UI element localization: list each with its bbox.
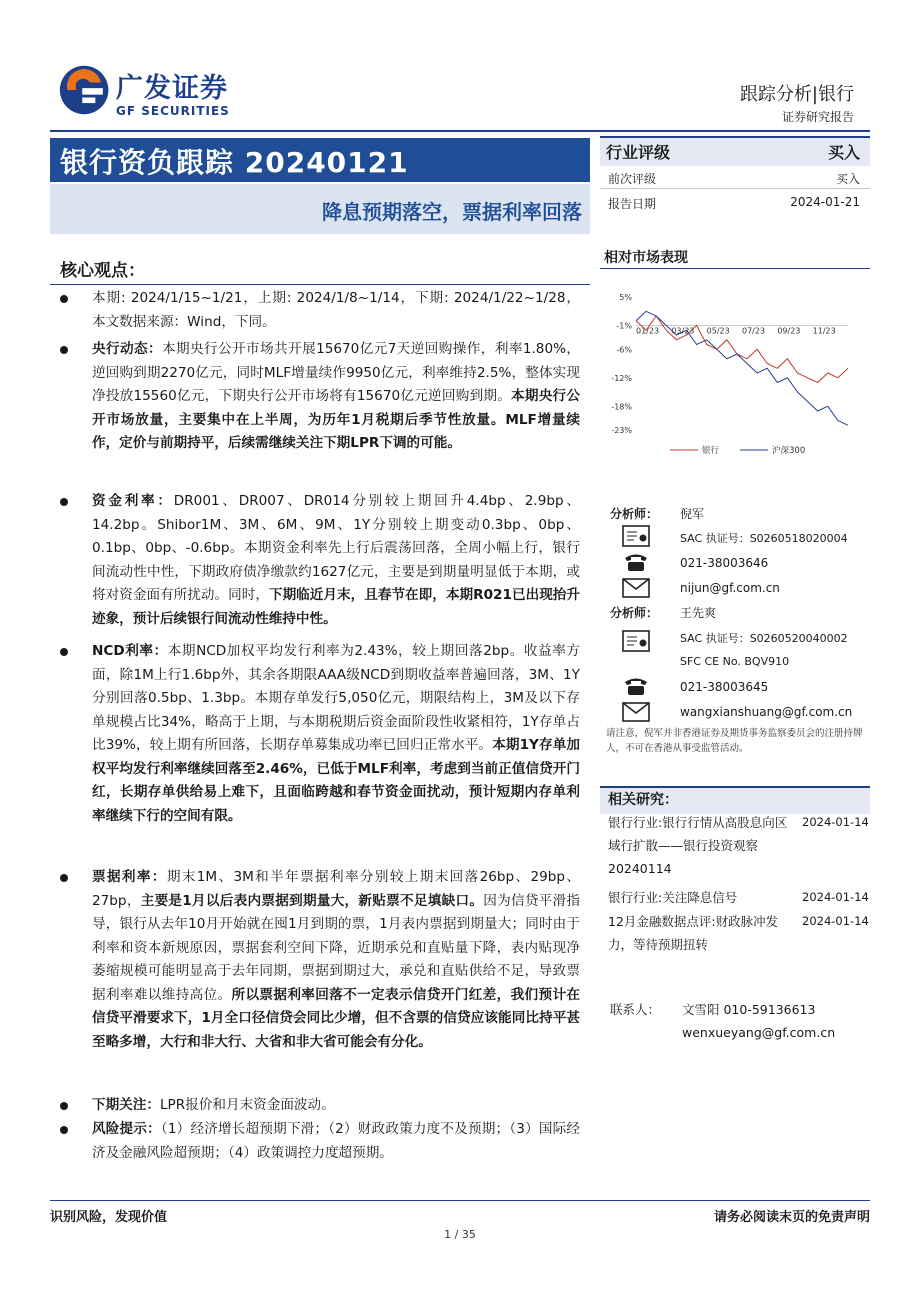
bullet-icon: [60, 874, 68, 882]
bullet-icon: [60, 498, 68, 506]
para-next-focus: 下期关注：LPR报价和月末资金面波动。: [92, 1097, 335, 1113]
y-tick-label: -1%: [616, 321, 632, 331]
analyst1-email: nijun@gf.com.cn: [680, 581, 780, 595]
page-number: 1 / 35: [444, 1228, 476, 1241]
email-icon: [622, 702, 650, 722]
relative-performance-chart: [600, 285, 865, 460]
report-date-value: 2024-01-21: [790, 195, 860, 209]
x-tick-label: 09/23: [777, 326, 801, 336]
core-views-title: 核心观点：: [60, 261, 145, 281]
contact-label: 联系人：: [610, 1002, 661, 1017]
report-type: 证券研究报告: [781, 110, 854, 124]
x-tick-label: 07/23: [742, 326, 766, 336]
footer-divider: [50, 1200, 870, 1201]
rating-label: 行业评级: [606, 143, 671, 162]
related-title: 相关研究：: [608, 792, 678, 808]
related-report-1-date: 2024-01-14: [802, 815, 869, 829]
analyst1-sac: SAC 执证号：S0260518020004: [680, 532, 848, 545]
footer-slogan: 识别风险，发现价值: [50, 1210, 168, 1225]
rating-divider: [600, 188, 870, 189]
legend-label-0: 银行: [702, 446, 720, 456]
email-icon: [622, 578, 650, 598]
legend-label-1: 沪深300: [772, 446, 806, 456]
report-date-label: 报告日期: [608, 197, 657, 211]
rating-value: 买入: [827, 143, 860, 162]
para-bill-rate: 票据利率：期末1M、3M和半年票据利率分别较上期末回落26bp、29bp、27bp，主要是1月以后表内票据到期量大，新贴票不足填缺口。因为信贷平滑指导，银行从去年10月开始就在囤1月到期的票，1月表内票据到期量大；同时由于利率和资本新规原因，票据套利空间下降，近期承兑和直贴量下降，表内贴现净萎缩规模可能明显高于去年同期，票据到期过大，承兑和直贴供给不足，导致票据利率难以维持高位。所以票据利率回落不一定表示信贷开门红差，我们预计在信贷平滑要求下，1月全口径信贷会同比少增，但不含票的信贷应该能同比持平甚至略多增，大行和非大行、大省和非大省可能会有分化。: [92, 869, 581, 1050]
para-funding-rate: 资金利率：DR001、DR007、DR014分别较上期回升4.4bp、2.9bp、14.2bp。Shibor1M、3M、6M、9M、1Y分别较上期变动0.3bp、0bp、0.1bp、0bp、-0.6bp。本期资金利率先上行后震荡回落，全周小幅上行，银行间流动性中性，下期政府债净缴款约1627亿元，主要是到期量明显低于本期，或将对资金面有所扰动。同时，下期临近月末，且春节在即，本期R021已出现抬升迹象，预计后续银行间流动性维持中性。: [92, 493, 581, 627]
market-divider: [600, 268, 870, 269]
analyst2-email: wangxianshuang@gf.com.cn: [680, 705, 853, 719]
related-report-1[interactable]: 银行行业:银行行情从高股息向区域行扩散——银行投资观察20240114: [608, 815, 788, 876]
market-performance-title: 相对市场表现: [604, 250, 688, 266]
core-divider: [50, 284, 590, 285]
analyst2-sac: SAC 执证号：S0260520040002: [680, 632, 848, 645]
para-central-bank: 央行动态：本期央行公开市场共开展15670亿元7天逆回购操作，利率1.80%，逆回购到期2270亿元，同时MLF增量续作9950亿元，利率维持2.5%，整体实现净投放15560亿元，下期央行公开市场将有15670亿元逆回购到期。本期央行公开市场放量，主要集中在上半周，为历年1月税期后季节性放量。MLF增量续作，定价与前期持平，后续需继续关注下期LPR下调的可能。: [92, 341, 581, 451]
para-period: 本期: 2024/1/15~1/21，上期: 2024/1/8~1/14，下期: 2024/1/22~1/28，本文数据来源：Wind，下同。: [92, 290, 580, 330]
analyst1-label: 分析师：: [610, 507, 659, 521]
y-tick-label: 5%: [619, 293, 632, 302]
report-title: 银行资负跟踪 20240121: [60, 146, 409, 179]
logo-text-cn: 广发证券: [116, 73, 228, 104]
analyst1-phone: 021-38003646: [680, 556, 769, 570]
x-tick-label: 03/23: [671, 326, 695, 336]
prev-rating-value: 买入: [835, 172, 860, 186]
analyst1-name: 倪军: [680, 507, 705, 521]
x-tick-label: 01/23: [636, 326, 660, 336]
related-report-3[interactable]: 12月金融数据点评:财政脉冲发力，等待预期扭转: [608, 914, 779, 952]
y-tick-label: -18%: [611, 402, 632, 412]
analyst2-sfc: SFC CE No. BQV910: [680, 655, 790, 668]
prev-rating-label: 前次评级: [608, 172, 657, 186]
logo-text-en: GF SECURITIES: [116, 104, 230, 118]
x-tick-label: 11/23: [812, 326, 836, 336]
x-tick-label: 05/23: [706, 326, 730, 336]
bullet-icon: [60, 346, 68, 354]
footer-disclaimer: 请务必阅读末页的免责声明: [713, 1210, 870, 1225]
contact-email: wenxueyang@gf.com.cn: [682, 1025, 836, 1040]
y-tick-label: -12%: [611, 373, 632, 383]
y-tick-label: -6%: [616, 345, 632, 355]
analyst2-label: 分析师：: [610, 606, 659, 620]
certificate-icon: [622, 630, 650, 652]
bullet-icon: [60, 1126, 68, 1134]
report-subtitle: 降息预期落空，票据利率回落: [322, 200, 582, 224]
bullet-icon: [60, 1102, 68, 1110]
bullet-icon: [60, 648, 68, 656]
report-category: 跟踪分析|银行: [739, 84, 854, 105]
para-risk: 风险提示：（1）经济增长超预期下滑；（2）财政政策力度不及预期；（3）国际经济及金融风险超预期；（4）政策调控力度超预期。: [92, 1121, 581, 1161]
bullet-icon: [60, 295, 68, 303]
analyst-disclaimer: 请注意，倪军并非香港证券及期货事务监察委员会的注册持牌人，不可在香港从事受监管活动。: [606, 728, 863, 754]
related-report-3-date: 2024-01-14: [802, 914, 869, 928]
y-tick-label: -23%: [611, 426, 632, 435]
header-divider: [50, 130, 870, 132]
para-ncd-rate: NCD利率：本期NCD加权平均发行利率为2.43%，较上期回落2bp。收益率方面，除1M上行1.6bp外，其余各期限AAA级NCD到期收益率普遍回落，3M、1Y分别回落0.5bp、1.3bp。本期存单发行5,050亿元，期限结构上，3M及以下存单规模占比34%，略高于上期，与本期税期后资金面阶段性收紧相符，1Y存单占比39%，较上期有所回落，长期存单募集成功率已回归正常水平。本期1Y存单加权平均发行利率继续回落至2.46%，已低于MLF利率，考虑到当前正值信贷开门红，长期存单供给易上难下，且面临跨越和春节资金面扰动，预计短期内存单利率继续下行的空间有限。: [92, 643, 580, 824]
contact-name: 文雪阳 010-59136613: [682, 1002, 816, 1017]
analyst2-name: 王先爽: [680, 606, 717, 620]
analyst2-phone: 021-38003645: [680, 680, 769, 694]
related-report-2[interactable]: 银行行业:关注降息信号: [608, 890, 738, 905]
related-report-2-date: 2024-01-14: [802, 890, 869, 904]
gf-logo-icon: [58, 62, 114, 118]
phone-icon: [622, 552, 650, 572]
phone-icon: [622, 676, 650, 696]
certificate-icon: [622, 525, 650, 547]
